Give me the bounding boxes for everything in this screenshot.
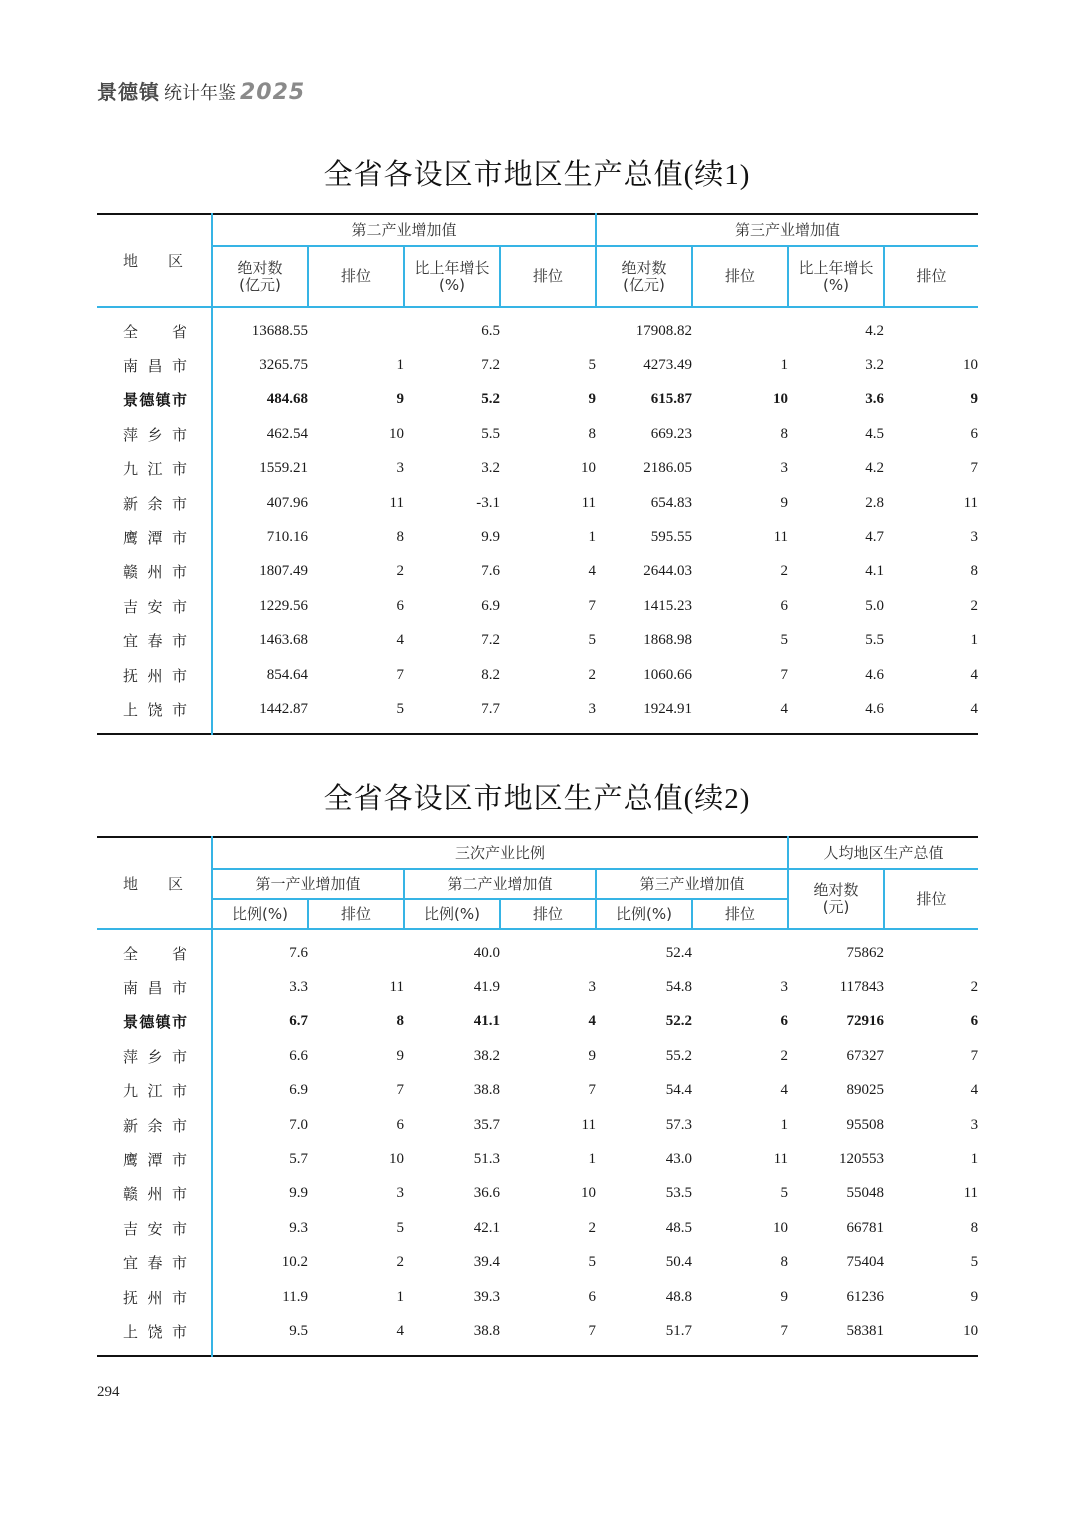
table-cell: 3.2	[481, 460, 500, 477]
table-cell: 407.96	[266, 494, 308, 511]
table-cell: 7.6	[481, 563, 500, 580]
region-name: 南 昌 市	[97, 348, 212, 382]
table-cell: 10	[773, 391, 789, 408]
table-cell: 2	[588, 666, 597, 683]
table-cell: 2	[588, 1219, 596, 1236]
table-cell: 117843	[839, 979, 885, 996]
table-cell: 1559.21	[259, 460, 308, 477]
table-cell: 1	[588, 1151, 596, 1168]
table-row	[97, 348, 978, 382]
table-cell: 7.2	[481, 632, 500, 649]
table-cell: 8	[396, 529, 404, 546]
table-cell: 2186.05	[643, 460, 693, 477]
table-cell: 11	[773, 529, 789, 546]
table-cell: 7	[970, 460, 979, 477]
region-name: 鹰 潭 市	[97, 1142, 212, 1176]
table-cell: 4.2	[865, 322, 885, 339]
table-cell: 58381	[846, 1322, 885, 1339]
table2-sub-primary: 第一产业增加值	[212, 869, 404, 899]
region-name: 赣 州 市	[97, 555, 212, 589]
table-cell: 1442.87	[259, 700, 308, 717]
table-cell: 3.6	[865, 391, 885, 408]
table-cell: 4.6	[865, 700, 885, 717]
table-cell: 5	[588, 1254, 596, 1271]
table-cell: 67327	[846, 1047, 885, 1064]
table2-col-rank: 排位	[308, 899, 404, 929]
table-cell: 9	[588, 391, 597, 408]
region-name: 九 江 市	[97, 1074, 212, 1108]
table2-col-rank: 排位	[692, 899, 788, 929]
table-cell: 7	[970, 1047, 979, 1064]
table-cell: 4	[780, 700, 789, 717]
table-cell: 669.23	[650, 425, 693, 442]
table-cell	[884, 936, 978, 970]
table-cell: 5.7	[289, 1151, 308, 1168]
table-cell: 8	[780, 425, 789, 442]
table-cell: 9	[780, 1288, 789, 1305]
table2	[97, 836, 978, 1357]
table-cell: 11	[581, 1116, 596, 1133]
table-cell: 4	[780, 1082, 789, 1099]
table-cell: 9	[396, 1047, 404, 1064]
table-cell: 43.0	[665, 1151, 692, 1168]
table1-title: 全省各设区市地区生产总值(续1)	[323, 159, 751, 191]
table-cell: 7	[780, 1322, 789, 1339]
running-head-brand: 景德镇	[97, 80, 160, 104]
table1-group-secondary: 第二产业增加值	[212, 214, 596, 246]
table-cell: 38.2	[473, 1047, 500, 1064]
table1-col-abs: 绝对数 (亿元)	[596, 246, 692, 307]
table-cell: 51.7	[665, 1322, 692, 1339]
table-cell: 6.9	[481, 597, 500, 614]
table-cell: 42.1	[473, 1219, 500, 1236]
table-cell: 11.9	[282, 1288, 308, 1305]
running-head-year: 2025	[240, 80, 306, 105]
table-cell: 13688.55	[251, 322, 308, 339]
table-cell: 8	[588, 425, 597, 442]
table1-col-rank: 排位	[884, 246, 978, 307]
table-cell: 2	[396, 563, 404, 580]
table-cell: 6.6	[289, 1047, 308, 1064]
table-cell: 7.7	[481, 700, 500, 717]
table-cell: 48.5	[665, 1219, 692, 1236]
table-cell: 66781	[846, 1219, 885, 1236]
table-row	[97, 1074, 978, 1108]
table-cell: 89025	[846, 1082, 885, 1099]
table-cell: 2	[970, 979, 979, 996]
table-cell: 9.9	[481, 529, 500, 546]
table-cell: 39.4	[473, 1254, 500, 1271]
table-cell: 654.83	[650, 494, 693, 511]
table-cell: 9	[780, 494, 789, 511]
table-cell: 9	[970, 1288, 979, 1305]
table-cell: 1807.49	[259, 563, 308, 580]
table-cell: 10	[773, 1219, 789, 1236]
table-cell: 10	[963, 1322, 979, 1339]
table-cell: 4.2	[865, 460, 885, 477]
table-row	[97, 1246, 978, 1280]
table-cell: 55.2	[665, 1047, 692, 1064]
region-name: 赣 州 市	[97, 1177, 212, 1211]
table-cell: 120553	[839, 1151, 885, 1168]
table-row	[97, 383, 978, 417]
table-cell: 7	[396, 666, 404, 683]
table-cell: 462.54	[266, 425, 308, 442]
table1-col-growth: 比上年增长 (%)	[404, 246, 500, 307]
table-cell: 2644.03	[643, 563, 693, 580]
table-cell: 9.5	[289, 1322, 308, 1339]
table-row	[97, 1005, 978, 1039]
table-cell: 5.5	[481, 425, 500, 442]
table-row	[97, 452, 978, 486]
table-cell: 1	[588, 529, 597, 546]
table-cell: 38.8	[473, 1082, 500, 1099]
table-row	[97, 692, 978, 726]
table-cell: 75404	[846, 1254, 885, 1271]
table2-col-ratio: 比例(%)	[212, 899, 308, 929]
table-cell	[308, 936, 404, 970]
region-name: 全 省	[97, 936, 212, 970]
table-cell: 9	[396, 391, 404, 408]
table-cell: 7.6	[289, 944, 308, 961]
table-cell: 6	[396, 1116, 404, 1133]
table2-col-abs: 绝对数 (元)	[788, 869, 884, 929]
table-cell: 10	[581, 460, 597, 477]
table-cell: 1	[396, 357, 404, 374]
table1-group-tertiary: 第三产业增加值	[596, 214, 978, 246]
table-cell: 5.2	[481, 391, 500, 408]
table-cell: 7	[588, 597, 597, 614]
table-cell	[692, 314, 788, 348]
table-cell: 6	[780, 1013, 789, 1030]
table-cell: 4	[970, 666, 979, 683]
table-cell: 2	[780, 1047, 789, 1064]
table-cell: 4	[970, 700, 979, 717]
table-cell: 3	[588, 700, 597, 717]
table2-col-ratio: 比例(%)	[404, 899, 500, 929]
table-cell: 17908.82	[635, 322, 693, 339]
table1-region-header: 地 区	[97, 214, 212, 307]
table-cell: 6.7	[289, 1013, 308, 1030]
table-cell: 1415.23	[643, 597, 693, 614]
table-cell: 2.8	[865, 494, 885, 511]
table-row	[97, 1280, 978, 1314]
table-cell: 8	[396, 1013, 404, 1030]
table1-col-rank: 排位	[500, 246, 596, 307]
table-cell: 5	[780, 1185, 789, 1202]
table-cell: 1229.56	[259, 597, 308, 614]
table-cell: 39.3	[473, 1288, 500, 1305]
table-cell	[500, 936, 596, 970]
table-cell: 5	[396, 1219, 404, 1236]
region-name: 景德镇市	[97, 383, 212, 417]
table-cell: 7	[780, 666, 789, 683]
table2-title: 全省各设区市地区生产总值(续2)	[323, 783, 751, 815]
table2-col-ratio: 比例(%)	[596, 899, 692, 929]
table-cell: 5	[588, 357, 597, 374]
table-row	[97, 936, 978, 970]
table1-col-rank: 排位	[308, 246, 404, 307]
table-cell: 55048	[846, 1185, 885, 1202]
table-cell: 4273.49	[643, 357, 693, 374]
table-cell: 48.8	[665, 1288, 692, 1305]
table-cell: 75862	[846, 944, 885, 961]
table-cell: 3	[396, 1185, 404, 1202]
table-cell	[884, 314, 978, 348]
table1-col-rank: 排位	[692, 246, 788, 307]
table-cell	[692, 936, 788, 970]
table-cell: 1	[396, 1288, 404, 1305]
table-cell: 1924.91	[643, 700, 693, 717]
table-cell: 5	[970, 1254, 979, 1271]
running-head	[97, 76, 305, 105]
table-cell: 6	[396, 597, 404, 614]
table-cell: 50.4	[665, 1254, 692, 1271]
region-name: 九 江 市	[97, 452, 212, 486]
table-cell: 3	[970, 529, 979, 546]
table-cell: 6	[970, 1013, 979, 1030]
table-cell: 11	[389, 494, 404, 511]
table-cell: 5	[396, 700, 404, 717]
region-name: 南 昌 市	[97, 970, 212, 1004]
running-head-book: 统计年鉴	[164, 83, 236, 104]
table-cell: 51.3	[473, 1151, 500, 1168]
region-name: 上 饶 市	[97, 692, 212, 726]
table-cell: 52.4	[665, 944, 692, 961]
table-row	[97, 1142, 978, 1176]
table-row	[97, 417, 978, 451]
table-cell: 6	[970, 425, 979, 442]
table2-group-percapita: 人均地区生产总值	[788, 837, 978, 869]
table-cell: 4	[588, 1013, 596, 1030]
table-cell: 4.6	[865, 666, 885, 683]
table2-group-ratio: 三次产业比例	[212, 837, 788, 869]
table-cell: 54.4	[665, 1082, 692, 1099]
table-cell: 9	[588, 1047, 596, 1064]
table-cell: 7.0	[289, 1116, 308, 1133]
table-cell: 7.2	[481, 357, 500, 374]
table-cell: 35.7	[473, 1116, 500, 1133]
region-name: 新 余 市	[97, 1108, 212, 1142]
table-cell: 7	[396, 1082, 404, 1099]
table-cell: 11	[963, 494, 979, 511]
table-cell: 4.1	[865, 563, 885, 580]
table-cell: 3	[396, 460, 404, 477]
table-row	[97, 658, 978, 692]
region-name: 吉 安 市	[97, 1211, 212, 1245]
table-cell: 9	[970, 391, 979, 408]
table-cell	[500, 314, 596, 348]
table-cell: 5.0	[865, 597, 885, 614]
table-cell: 6.5	[481, 322, 500, 339]
table1-col-abs: 绝对数 (亿元)	[212, 246, 308, 307]
table2-col-rank: 排位	[500, 899, 596, 929]
table-cell: 4	[588, 563, 597, 580]
table2-region-header: 地 区	[97, 837, 212, 929]
region-name: 抚 州 市	[97, 1280, 212, 1314]
table-row	[97, 1108, 978, 1142]
table-cell: 8	[970, 1219, 979, 1236]
table-cell: 5	[780, 632, 789, 649]
region-name: 宜 春 市	[97, 624, 212, 658]
region-name: 全 省	[97, 314, 212, 348]
table-cell: 8	[780, 1254, 789, 1271]
table-cell: 4	[970, 1082, 979, 1099]
table-cell: 3	[970, 1116, 979, 1133]
table-cell: 8.2	[481, 666, 500, 683]
table-cell: 11	[773, 1151, 789, 1168]
table-cell: 4	[396, 632, 404, 649]
table1-col-growth: 比上年增长 (%)	[788, 246, 884, 307]
region-name: 新 余 市	[97, 486, 212, 520]
table-cell: 1	[970, 632, 979, 649]
table-cell: 7	[588, 1322, 596, 1339]
table-cell: 5	[588, 632, 597, 649]
table-cell: 11	[581, 494, 597, 511]
table-cell: 10.2	[281, 1254, 308, 1271]
table-cell: 484.68	[266, 391, 308, 408]
table-row	[97, 520, 978, 554]
region-name: 上 饶 市	[97, 1314, 212, 1348]
table-cell: 3.3	[289, 979, 308, 996]
table-cell: 1463.68	[259, 632, 308, 649]
table-cell: 11	[389, 979, 404, 996]
table-cell: 6.9	[289, 1082, 308, 1099]
region-name: 萍 乡 市	[97, 1039, 212, 1073]
table-cell: 36.6	[473, 1185, 500, 1202]
table-cell: 5.5	[865, 632, 885, 649]
table-row	[97, 1177, 978, 1211]
region-name: 宜 春 市	[97, 1246, 212, 1280]
table-cell: 1	[780, 357, 789, 374]
table-row	[97, 1211, 978, 1245]
table-cell: 38.8	[473, 1322, 500, 1339]
table-row	[97, 624, 978, 658]
region-name: 吉 安 市	[97, 589, 212, 623]
region-name: 萍 乡 市	[97, 417, 212, 451]
table-cell: 3265.75	[259, 357, 308, 374]
table-row	[97, 1039, 978, 1073]
table-cell: 6	[588, 1288, 596, 1305]
table-cell: 8	[970, 563, 979, 580]
table-cell: 2	[396, 1254, 404, 1271]
table-cell: 3	[780, 460, 789, 477]
table-cell: 10	[389, 425, 404, 442]
table-cell: 10	[389, 1151, 404, 1168]
table-row	[97, 314, 978, 348]
table-cell: 95508	[846, 1116, 885, 1133]
table-cell: 72916	[846, 1013, 885, 1030]
region-name: 景德镇市	[97, 1005, 212, 1039]
table-cell: 4.7	[865, 529, 885, 546]
table-cell: 4	[396, 1322, 404, 1339]
table-cell: 7	[588, 1082, 596, 1099]
region-name: 抚 州 市	[97, 658, 212, 692]
table-cell: 52.2	[665, 1013, 692, 1030]
table-cell: 595.55	[650, 529, 693, 546]
table-cell: 3.2	[865, 357, 885, 374]
table-cell: 61236	[846, 1288, 885, 1305]
table-cell: 57.3	[665, 1116, 692, 1133]
table-cell: 54.8	[665, 979, 692, 996]
table2-col-rank: 排位	[884, 869, 978, 929]
table-cell: 10	[963, 357, 979, 374]
table-cell: 9.9	[289, 1185, 308, 1202]
table-cell: 6	[780, 597, 789, 614]
table-cell: -3.1	[476, 494, 500, 511]
table-cell: 710.16	[266, 529, 308, 546]
table-cell: 40.0	[473, 944, 500, 961]
table-cell: 2	[970, 597, 979, 614]
table-cell: 9.3	[289, 1219, 308, 1236]
table-row	[97, 589, 978, 623]
region-name: 鹰 潭 市	[97, 520, 212, 554]
table-cell: 615.87	[650, 391, 693, 408]
table-cell: 41.9	[473, 979, 500, 996]
table-cell: 41.1	[473, 1013, 500, 1030]
table-cell: 11	[963, 1185, 979, 1202]
table1	[97, 213, 978, 735]
table-row	[97, 1314, 978, 1348]
table-cell: 4.5	[865, 425, 885, 442]
table-cell: 10	[581, 1185, 596, 1202]
table-cell: 1	[780, 1116, 789, 1133]
table-cell: 53.5	[665, 1185, 692, 1202]
table-cell: 3	[780, 979, 789, 996]
table-cell: 2	[780, 563, 789, 580]
table2-sub-secondary: 第二产业增加值	[404, 869, 596, 899]
table-cell	[308, 314, 404, 348]
table-cell: 1060.66	[643, 666, 693, 683]
table-row	[97, 970, 978, 1004]
table-cell: 3	[588, 979, 596, 996]
table-cell: 854.64	[266, 666, 308, 683]
table-row	[97, 486, 978, 520]
table2-sub-tertiary: 第三产业增加值	[596, 869, 788, 899]
table-cell: 1868.98	[643, 632, 693, 649]
table-row	[97, 555, 978, 589]
page-number: 294	[97, 1384, 120, 1400]
table-cell: 1	[970, 1151, 979, 1168]
